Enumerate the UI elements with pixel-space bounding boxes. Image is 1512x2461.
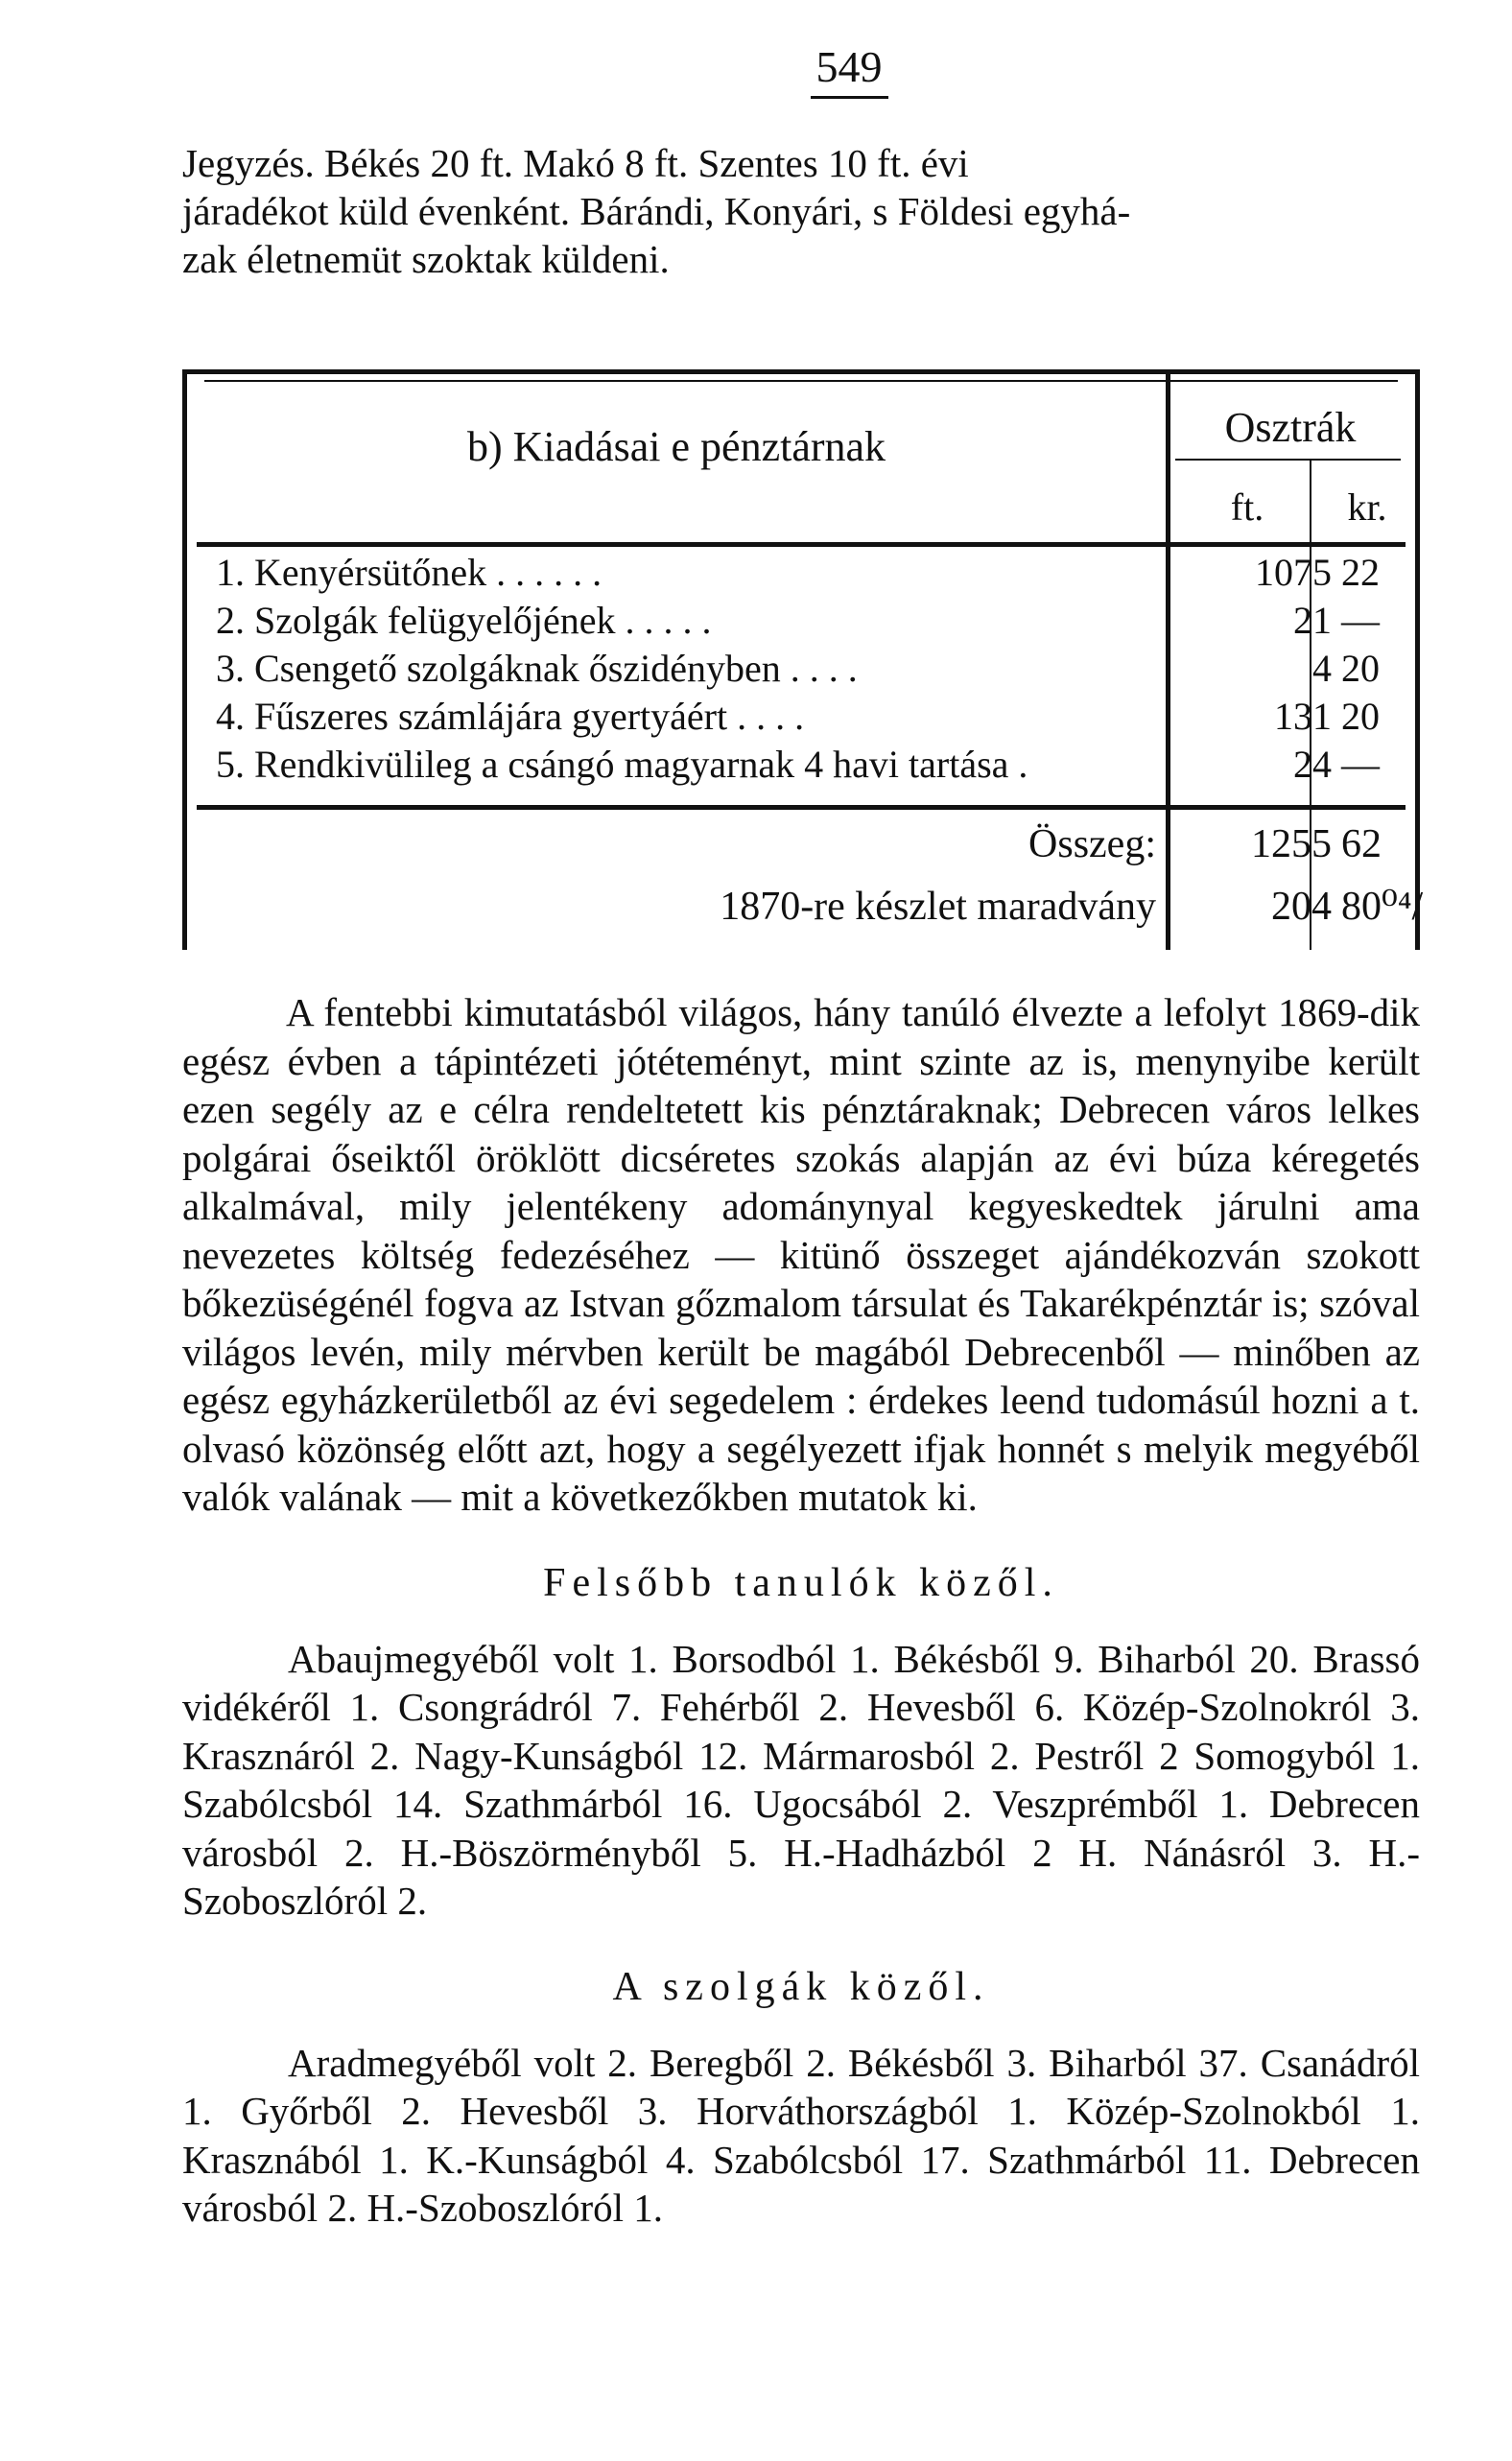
section-title-upper-students: Felsőbb tanulók közől. <box>543 1560 1059 1605</box>
note-line: zak életnemüt szoktak küldeni. <box>182 237 670 281</box>
row-label: 4. Fűszeres számlájára gyertyáért . . . . <box>216 695 805 738</box>
row-kr: 20 <box>1341 695 1380 738</box>
ledger-sum-rule <box>197 805 1406 810</box>
remainder-kr: 80⁰⁴/ <box>1341 885 1424 929</box>
remainder-label: 1870-re készlet maradvány <box>720 885 1156 929</box>
row-label: 1. Kenyérsütőnek . . . . . . <box>216 551 602 594</box>
ledger-row <box>216 744 1406 786</box>
row-label: 3. Csengető szolgáknak őszidényben . . . . <box>216 647 858 690</box>
ledger-title: b) Kiadásai e pénztárnak <box>466 423 886 470</box>
page <box>182 38 1424 2233</box>
row-ft: 4 <box>1312 647 1332 690</box>
row-kr: — <box>1341 599 1380 642</box>
total-label: Összeg: <box>1028 822 1156 866</box>
row-ft: 1075 <box>1255 551 1332 594</box>
expense-ledger <box>182 369 1424 950</box>
ledger-row <box>216 552 1406 594</box>
body-paragraph: A fentebbi kimutatásból világos, hány tanúló élvezte a lefolyt 1869-dik egész évben a tápintézeti jótéteményt, mint szinte az is, menynyibe került ezen segély az e célra rendeltetett kis pénztáraknak; Debrecen város lelkes polgárai őseiktől öröklött dicséretes szokás alapján az évi búza kéregetés alkalmával, mily jelentékeny adománynyal kegyeskedtek járulni ama nevezetes költség fedezéséhez — kitünő összeget ajándékozván szokott bőkezüségénél fogva az Istvan gőzmalom társulat és Takarékpénztár is; szóval világos levén, mily mérvben került be magából Debrecenből — minőben az egész egyházkerületből az évi segedelem : érdekes leend tudomásúl hozni a t. olvasó közönség előtt azt, hogy a segélyezett ifjak honnét s melyik megyéből valók valának — mit a következőkben mutatok ki. <box>182 990 1420 1519</box>
column-ft: ft. <box>1230 485 1264 529</box>
row-ft: 21 <box>1293 599 1332 642</box>
ledger-row <box>216 600 1406 642</box>
row-kr: 22 <box>1341 551 1380 594</box>
servants-list: Aradmegyéből volt 2. Beregből 2. Békésből 3. Biharból 37. Csanádról 1. Győrből 2. Hevesből 3. Horváthországból 1. Közép-Szolnokból 1. Krasznából 1. K.-Kunságból 4. Szabólcsból 17. Szathmárból 11. Debrecen városból 2. H.-Szoboszlóról 1. <box>182 2040 1420 2230</box>
ledger-remainder-row <box>216 883 1424 931</box>
row-label: 2. Szolgák felügyelőjének . . . . . <box>216 599 712 642</box>
page-number: 549 <box>182 38 1420 96</box>
total-ft: 1255 <box>1251 822 1332 866</box>
note-line: járadékot küld évenként. Bárándi, Konyári, s Földesi egyhá- <box>182 189 1131 233</box>
section-title-servants: A szolgák közől. <box>612 1964 990 2009</box>
ledger-row <box>216 648 1406 690</box>
ledger-row <box>216 696 1406 738</box>
total-kr: 62 <box>1341 822 1382 866</box>
note <box>182 139 1420 283</box>
column-kr: kr. <box>1347 485 1387 529</box>
note-line: Jegyzés. Békés 20 ft. Makó 8 ft. Szentes 10 ft. évi <box>182 141 969 185</box>
remainder-ft: 204 <box>1271 885 1332 929</box>
ledger-total-row <box>216 820 1406 868</box>
upper-students-list: Abaujmegyéből volt 1. Borsodból 1. Békésből 9. Biharból 20. Brassó vidékéről 1. Csongrádról 7. Fehérből 2. Hevesből 6. Közép-Szolnokról 3. Krasznáról 2. Nagy-Kunságból 12. Mármarosból 2. Pestről 2 Somogyból 1. Szabólcsból 14. Szathmárból 16. Ugocsából 2. Veszprémből 1. Debrecen városból 2. H.-Böszörményből 5. H.-Hadházból 2 H. Nánásról 3. H.-Szoboszlóról 2. <box>182 1636 1420 1923</box>
row-ft: 24 <box>1293 743 1332 786</box>
currency-header: Osztrák <box>1224 404 1357 451</box>
ledger-rule <box>1175 459 1401 461</box>
row-kr: — <box>1341 743 1380 786</box>
row-kr: 20 <box>1341 647 1380 690</box>
row-label: 5. Rendkivülileg a csángó magyarnak 4 havi tartása . <box>216 743 1028 786</box>
row-ft: 131 <box>1274 695 1332 738</box>
ledger-header-rule <box>197 542 1406 547</box>
